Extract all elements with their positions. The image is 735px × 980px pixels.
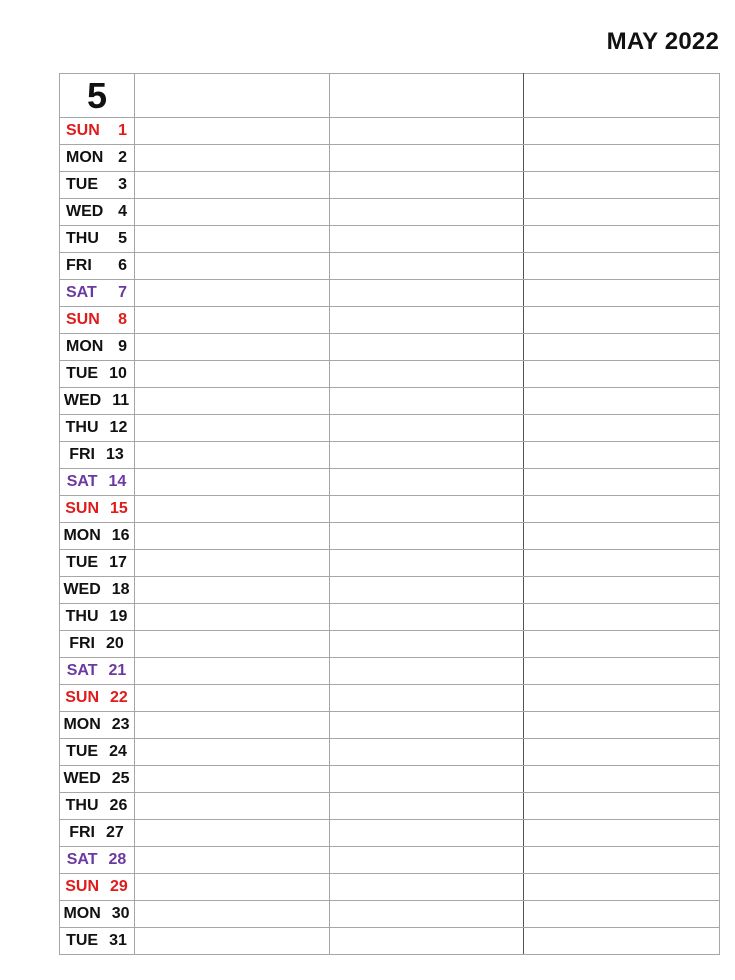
notes-cell[interactable] xyxy=(524,793,720,820)
day-of-week: SUN xyxy=(66,311,100,328)
day-of-week: THU xyxy=(65,608,99,625)
day-number: 21 xyxy=(108,662,127,679)
day-number: 8 xyxy=(118,311,127,328)
notes-cell[interactable] xyxy=(330,658,524,685)
day-row xyxy=(60,550,720,577)
notes-cell[interactable] xyxy=(330,469,524,496)
notes-cell[interactable] xyxy=(524,307,720,334)
day-number: 12 xyxy=(109,419,128,436)
day-of-week: WED xyxy=(63,770,101,787)
notes-cell[interactable] xyxy=(135,550,330,577)
notes-cell[interactable] xyxy=(524,631,720,658)
notes-cell[interactable] xyxy=(524,280,720,307)
day-of-week: WED xyxy=(63,581,101,598)
notes-cell[interactable] xyxy=(330,793,524,820)
day-of-week: SUN xyxy=(65,500,99,517)
day-row xyxy=(60,874,720,901)
day-row xyxy=(60,280,720,307)
notes-header-cell[interactable] xyxy=(135,74,330,118)
day-label xyxy=(60,523,134,549)
notes-cell[interactable] xyxy=(330,523,524,550)
day-number: 31 xyxy=(109,932,127,949)
notes-cell[interactable] xyxy=(330,496,524,523)
notes-cell[interactable] xyxy=(330,172,524,199)
day-label xyxy=(60,577,134,603)
day-number: 9 xyxy=(118,338,127,355)
notes-cell[interactable] xyxy=(524,685,720,712)
day-of-week: SUN xyxy=(65,689,99,706)
notes-cell[interactable] xyxy=(524,199,720,226)
notes-cell[interactable] xyxy=(135,361,330,388)
notes-cell[interactable] xyxy=(135,631,330,658)
day-label xyxy=(60,334,134,360)
notes-cell[interactable] xyxy=(524,712,720,739)
day-label-cell xyxy=(60,469,135,496)
day-label-cell xyxy=(60,334,135,361)
day-of-week: SUN xyxy=(65,878,99,895)
notes-cell[interactable] xyxy=(135,685,330,712)
day-label-cell xyxy=(60,253,135,280)
notes-cell[interactable] xyxy=(135,226,330,253)
day-number: 11 xyxy=(112,392,130,409)
day-row xyxy=(60,442,720,469)
day-row xyxy=(60,766,720,793)
day-label xyxy=(60,712,134,738)
day-number: 10 xyxy=(109,365,127,382)
day-number: 19 xyxy=(109,608,128,625)
day-of-week: THU xyxy=(66,230,99,247)
day-row xyxy=(60,253,720,280)
notes-header-cell[interactable] xyxy=(524,74,720,118)
day-row xyxy=(60,631,720,658)
day-number: 20 xyxy=(105,635,124,652)
notes-cell[interactable] xyxy=(135,469,330,496)
day-label xyxy=(60,469,134,495)
notes-cell[interactable] xyxy=(330,739,524,766)
day-row xyxy=(60,469,720,496)
notes-cell[interactable] xyxy=(524,442,720,469)
notes-cell[interactable] xyxy=(135,496,330,523)
notes-cell[interactable] xyxy=(524,172,720,199)
day-label xyxy=(60,442,134,468)
notes-cell[interactable] xyxy=(524,577,720,604)
day-of-week: MON xyxy=(63,716,101,733)
day-of-week: TUE xyxy=(66,743,99,760)
day-row xyxy=(60,577,720,604)
month-number: 5 xyxy=(60,74,135,118)
day-of-week: SAT xyxy=(66,473,98,490)
day-label xyxy=(60,820,134,846)
day-row xyxy=(60,307,720,334)
day-row xyxy=(60,145,720,172)
day-row xyxy=(60,793,720,820)
notes-cell[interactable] xyxy=(524,118,720,145)
page-title: MAY 2022 xyxy=(606,28,719,55)
notes-cell[interactable] xyxy=(330,145,524,172)
notes-cell[interactable] xyxy=(330,874,524,901)
day-label xyxy=(60,685,134,711)
day-label xyxy=(60,604,134,630)
notes-cell[interactable] xyxy=(135,523,330,550)
day-label xyxy=(60,415,134,441)
day-of-week: MON xyxy=(66,338,104,355)
day-row xyxy=(60,199,720,226)
day-label-cell xyxy=(60,874,135,901)
day-number: 14 xyxy=(108,473,127,490)
notes-cell[interactable] xyxy=(135,442,330,469)
notes-cell[interactable] xyxy=(524,874,720,901)
notes-cell[interactable] xyxy=(524,496,720,523)
notes-cell[interactable] xyxy=(330,442,524,469)
day-of-week: WED xyxy=(66,203,104,220)
notes-cell[interactable] xyxy=(524,469,720,496)
day-row xyxy=(60,901,720,928)
notes-cell[interactable] xyxy=(135,901,330,928)
day-number: 15 xyxy=(110,500,128,517)
notes-cell[interactable] xyxy=(330,577,524,604)
notes-cell[interactable] xyxy=(524,388,720,415)
day-label-cell xyxy=(60,820,135,847)
notes-cell[interactable] xyxy=(135,280,330,307)
notes-cell[interactable] xyxy=(135,415,330,442)
notes-cell[interactable] xyxy=(330,820,524,847)
day-row xyxy=(60,388,720,415)
notes-cell[interactable] xyxy=(330,334,524,361)
day-label xyxy=(60,550,134,576)
day-number: 29 xyxy=(110,878,128,895)
day-label-cell xyxy=(60,361,135,388)
day-label-cell xyxy=(60,145,135,172)
day-label-cell xyxy=(60,172,135,199)
day-label-cell xyxy=(60,631,135,658)
header-row xyxy=(60,74,720,118)
notes-cell[interactable] xyxy=(330,631,524,658)
notes-cell[interactable] xyxy=(524,550,720,577)
day-label-cell xyxy=(60,523,135,550)
day-label xyxy=(60,280,134,306)
day-number: 30 xyxy=(111,905,130,922)
notes-cell[interactable] xyxy=(135,334,330,361)
day-of-week: MON xyxy=(63,905,101,922)
notes-cell[interactable] xyxy=(330,199,524,226)
day-number: 25 xyxy=(111,770,130,787)
notes-cell[interactable] xyxy=(135,793,330,820)
day-label-cell xyxy=(60,442,135,469)
day-number: 7 xyxy=(118,284,127,301)
day-label-cell xyxy=(60,496,135,523)
day-label xyxy=(60,253,134,279)
day-label xyxy=(60,847,134,873)
notes-cell[interactable] xyxy=(524,820,720,847)
notes-cell[interactable] xyxy=(135,118,330,145)
notes-cell[interactable] xyxy=(524,334,720,361)
day-label-cell xyxy=(60,118,135,145)
day-number: 23 xyxy=(111,716,130,733)
notes-cell[interactable] xyxy=(135,820,330,847)
notes-cell[interactable] xyxy=(524,658,720,685)
notes-cell[interactable] xyxy=(135,658,330,685)
day-label-cell xyxy=(60,199,135,226)
notes-cell[interactable] xyxy=(524,901,720,928)
day-label xyxy=(60,307,134,333)
notes-cell[interactable] xyxy=(330,388,524,415)
notes-cell[interactable] xyxy=(524,739,720,766)
day-of-week: TUE xyxy=(66,176,98,193)
day-row xyxy=(60,496,720,523)
day-of-week: MON xyxy=(66,149,104,166)
notes-cell[interactable] xyxy=(330,361,524,388)
day-row xyxy=(60,820,720,847)
notes-cell[interactable] xyxy=(330,307,524,334)
notes-cell[interactable] xyxy=(330,280,524,307)
day-row xyxy=(60,658,720,685)
day-number: 24 xyxy=(109,743,127,760)
notes-cell[interactable] xyxy=(135,604,330,631)
day-label-cell xyxy=(60,793,135,820)
day-row xyxy=(60,685,720,712)
calendar-body xyxy=(60,74,720,955)
notes-cell[interactable] xyxy=(524,523,720,550)
day-row xyxy=(60,523,720,550)
day-number: 26 xyxy=(109,797,128,814)
notes-cell[interactable] xyxy=(135,712,330,739)
day-label xyxy=(60,766,134,792)
notes-cell[interactable] xyxy=(524,928,720,955)
day-label xyxy=(60,145,134,171)
day-row xyxy=(60,739,720,766)
day-number: 27 xyxy=(105,824,124,841)
day-of-week: SUN xyxy=(66,122,100,139)
day-label xyxy=(60,874,134,900)
day-of-week: MON xyxy=(63,527,101,544)
day-row xyxy=(60,604,720,631)
day-of-week: SAT xyxy=(66,662,98,679)
day-row xyxy=(60,847,720,874)
day-number: 5 xyxy=(118,230,127,247)
notes-cell[interactable] xyxy=(135,766,330,793)
notes-cell[interactable] xyxy=(524,253,720,280)
notes-cell[interactable] xyxy=(135,847,330,874)
day-label xyxy=(60,658,134,684)
day-number: 16 xyxy=(111,527,130,544)
notes-cell[interactable] xyxy=(330,766,524,793)
day-label-cell xyxy=(60,307,135,334)
notes-cell[interactable] xyxy=(135,145,330,172)
day-label-cell xyxy=(60,658,135,685)
notes-cell[interactable] xyxy=(524,766,720,793)
notes-cell[interactable] xyxy=(135,739,330,766)
day-of-week: WED xyxy=(63,392,102,409)
notes-cell[interactable] xyxy=(135,307,330,334)
notes-cell[interactable] xyxy=(330,847,524,874)
notes-cell[interactable] xyxy=(330,226,524,253)
day-number: 22 xyxy=(110,689,128,706)
day-label xyxy=(60,388,134,414)
calendar-grid xyxy=(59,73,720,955)
notes-cell[interactable] xyxy=(330,712,524,739)
day-number: 6 xyxy=(118,257,127,274)
day-number: 4 xyxy=(118,203,127,220)
day-of-week: FRI xyxy=(69,446,95,463)
notes-cell[interactable] xyxy=(135,172,330,199)
day-label xyxy=(60,226,134,252)
day-label-cell xyxy=(60,685,135,712)
notes-cell[interactable] xyxy=(524,604,720,631)
day-label xyxy=(60,928,134,954)
day-label xyxy=(60,793,134,819)
day-label xyxy=(60,118,134,144)
day-label xyxy=(60,739,134,765)
day-label xyxy=(60,631,134,657)
notes-cell[interactable] xyxy=(330,118,524,145)
day-number: 3 xyxy=(118,176,127,193)
day-label-cell xyxy=(60,766,135,793)
notes-cell[interactable] xyxy=(524,361,720,388)
day-row xyxy=(60,361,720,388)
notes-cell[interactable] xyxy=(135,253,330,280)
day-label xyxy=(60,199,134,225)
notes-cell[interactable] xyxy=(330,901,524,928)
notes-cell[interactable] xyxy=(135,388,330,415)
day-label xyxy=(60,361,134,387)
notes-cell[interactable] xyxy=(524,415,720,442)
day-row xyxy=(60,172,720,199)
day-label-cell xyxy=(60,739,135,766)
day-label-cell xyxy=(60,604,135,631)
day-label-cell xyxy=(60,901,135,928)
day-label xyxy=(60,496,134,522)
day-label xyxy=(60,172,134,198)
notes-header-cell[interactable] xyxy=(330,74,524,118)
day-of-week: TUE xyxy=(66,932,99,949)
notes-cell[interactable] xyxy=(524,847,720,874)
day-label-cell xyxy=(60,280,135,307)
day-number: 17 xyxy=(109,554,127,571)
day-number: 2 xyxy=(118,149,127,166)
notes-cell[interactable] xyxy=(524,226,720,253)
day-number: 1 xyxy=(118,122,127,139)
day-of-week: FRI xyxy=(69,824,95,841)
day-label-cell xyxy=(60,550,135,577)
notes-cell[interactable] xyxy=(330,685,524,712)
day-label-cell xyxy=(60,388,135,415)
notes-cell[interactable] xyxy=(135,199,330,226)
day-label-cell xyxy=(60,712,135,739)
day-of-week: FRI xyxy=(69,635,95,652)
day-row xyxy=(60,415,720,442)
day-number: 13 xyxy=(105,446,124,463)
notes-cell[interactable] xyxy=(135,928,330,955)
notes-cell[interactable] xyxy=(524,145,720,172)
notes-cell[interactable] xyxy=(135,577,330,604)
notes-cell[interactable] xyxy=(330,928,524,955)
day-of-week: SAT xyxy=(66,851,98,868)
day-label-cell xyxy=(60,577,135,604)
notes-cell[interactable] xyxy=(330,550,524,577)
notes-cell[interactable] xyxy=(330,604,524,631)
day-of-week: THU xyxy=(65,797,99,814)
day-row xyxy=(60,334,720,361)
day-of-week: THU xyxy=(65,419,99,436)
day-of-week: TUE xyxy=(66,554,99,571)
day-of-week: SAT xyxy=(66,284,97,301)
day-label-cell xyxy=(60,928,135,955)
notes-cell[interactable] xyxy=(135,874,330,901)
day-row xyxy=(60,226,720,253)
day-label-cell xyxy=(60,415,135,442)
day-number: 18 xyxy=(111,581,130,598)
day-label-cell xyxy=(60,847,135,874)
day-row xyxy=(60,928,720,955)
day-label-cell xyxy=(60,226,135,253)
notes-cell[interactable] xyxy=(330,253,524,280)
notes-cell[interactable] xyxy=(330,415,524,442)
day-number: 28 xyxy=(108,851,127,868)
day-of-week: TUE xyxy=(66,365,99,382)
day-row xyxy=(60,118,720,145)
day-row xyxy=(60,712,720,739)
day-label xyxy=(60,901,134,927)
day-of-week: FRI xyxy=(66,257,92,274)
